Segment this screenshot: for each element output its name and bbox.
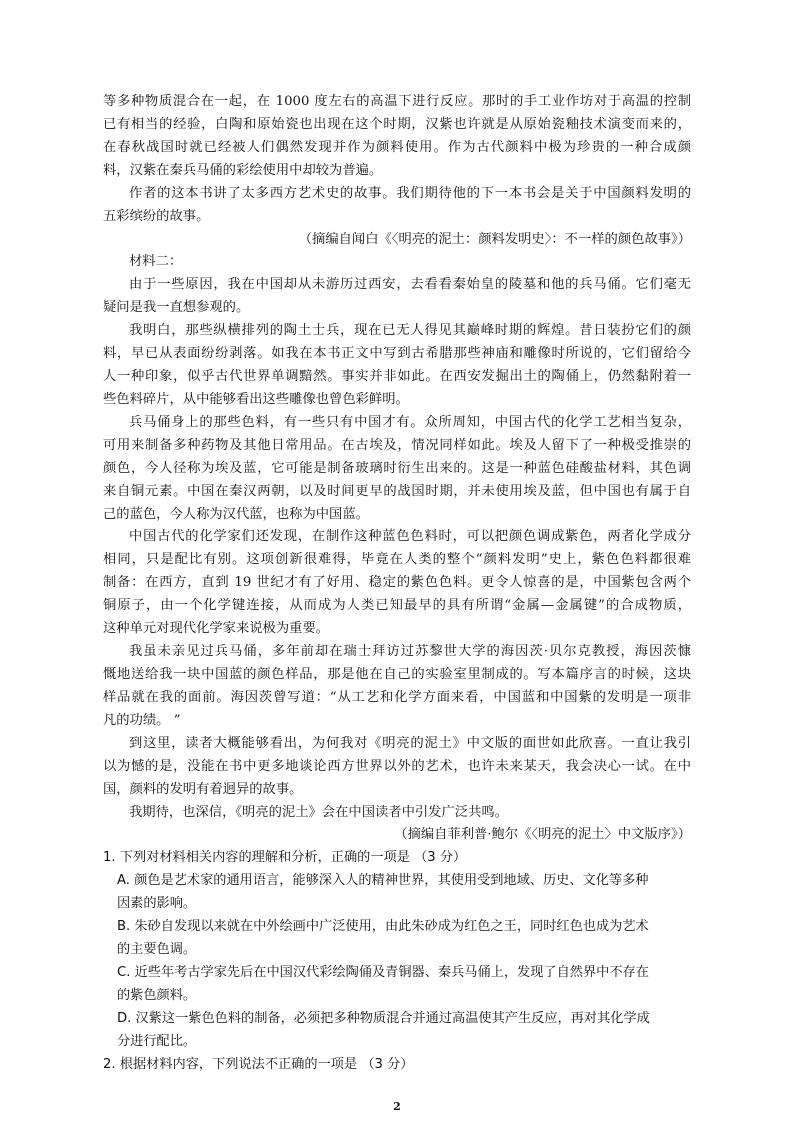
- question-line: B. 朱砂自发现以来就在中外绘画中广泛使用，由此朱砂成为红色之王，同时红色也成为艺术: [117, 919, 649, 935]
- text-line: 己的蓝色，今人称为汉代蓝，也称为中国蓝。: [103, 506, 369, 522]
- text-line: 等多种物质混合在一起，在 1000 度左右的高温下进行反应。那时的手工业作坊对于高温的控制: [103, 94, 691, 109]
- text-line: （摘编自菲利普·鲍尔《〈明亮的泥土〉中文版序》）: [394, 827, 691, 843]
- page-number: 2: [393, 1100, 401, 1113]
- text-line: 相同，只是配比有别。这项创新很难得，毕竟在人类的整个“颜料发明”史上，紫色色料都很难: [103, 552, 691, 568]
- text-line: 疑问是我一直想参观的。: [103, 300, 250, 316]
- text-line: 已有相当的经验，白陶和原始瓷也出现在这个时期，汉紫也许就是从原始瓷釉技术演变而来的，: [103, 116, 691, 132]
- text-line: 来自铜元素。中国在秦汉两朝，以及时间更早的战国时期，并未使用埃及蓝，但中国也有属于自: [103, 483, 691, 499]
- text-line: 在春秋战国时就已经被人们偶然发现并作为颜料使用。作为古代颜料中极为珍贵的一种合成颜: [103, 139, 691, 155]
- text-line: 颜色，今人径称为埃及蓝，它可能是制备玻璃时衍生出来的。这是一种蓝色硅酸盐材料，其色调: [103, 460, 691, 476]
- text-line: 到这里，读者大概能够看出，为何我对《明亮的泥土》中文版的面世如此欣喜。一直让我引: [129, 735, 691, 751]
- text-line: 兵马俑身上的那些色料，有一些只有中国才有。众所周知，中国古代的化学工艺相当复杂，: [129, 414, 691, 430]
- text-line: 料，汉紫在秦兵马俑的彩绘使用中却较为普遍。: [103, 162, 383, 178]
- text-line: 材料二：: [129, 254, 183, 270]
- text-line: 慨地送给我一块中国蓝的颜色样品，那是他在自己的实验室里制成的。写本篇序言的时候，这块: [103, 667, 691, 682]
- question-line: 2. 根据材料内容，下列说法不正确的一项是 （3 分）: [103, 1056, 414, 1072]
- question-line: D. 汉紫这一紫色色料的制备，必须把多种物质混合并通过高温使其产生反应，再对其化学成: [117, 1010, 650, 1026]
- text-line: 我明白，那些纵横排列的陶土士兵，现在已无人得见其巅峰时期的辉煌。昔日装扮它们的颜: [129, 323, 691, 339]
- text-line: 制备：在西方，直到 19 世纪才有了好用、稳定的紫色色料。更令人惊喜的是，中国紫包含两个: [103, 575, 691, 591]
- question-line: 1. 下列对材料相关内容的理解和分析，正确的一项是 （3 分）: [103, 850, 467, 866]
- text-line: 作者的这本书讲了太多西方艺术史的故事。我们期待他的下一本书会是关于中国颜料发明的: [129, 185, 691, 201]
- question-line: A. 颜色是艺术家的通用语言，能够深入人的精神世界，其使用受到地域、历史、文化等多种: [117, 873, 649, 889]
- text-line: 我虽未亲见过兵马俑，多年前却在瑞士拜访过苏黎世大学的海因茨·贝尔克教授，海因茨慷: [129, 644, 691, 660]
- text-line: 些色料碎片，从中能够看出这些雕像也曾色彩鲜明。: [103, 391, 409, 407]
- text-line: 五彩缤纷的故事。: [103, 208, 210, 224]
- question-line: 的主要色调。: [117, 942, 197, 958]
- question-line: 的紫色颜料。: [117, 987, 197, 1003]
- text-line: 这种单元对现代化学家来说极为重要。: [103, 621, 330, 637]
- question-line: C. 近些年考古学家先后在中国汉代彩绘陶俑及青铜器、秦兵马俑上，发现了自然界中不存在: [117, 964, 649, 980]
- question-line: 因素的影响。: [117, 896, 197, 912]
- text-line: 凡的功绩。 ”: [103, 712, 181, 728]
- text-line: 料，早已从表面纷纷剥落。如我在本书正文中写到古希腊那些神庙和雕像时所说的，它们留给今: [103, 346, 691, 362]
- text-line: 我期待，也深信，《明亮的泥土》会在中国读者中引发广泛共鸣。: [129, 804, 508, 820]
- text-line: 由于一些原因，我在中国却从未游历过西安，去看看秦始皇的陵墓和他的兵马俑。它们毫无: [129, 277, 691, 293]
- text-line: 样品就在我的面前。海因茨曾写道：“从工艺和化学方面来看，中国蓝和中国紫的发明是一项非: [103, 689, 691, 705]
- text-line: 人一种印象，似乎古代世界单调黯然。事实并非如此。在西安发掘出土的陶俑上，仍然黏附着一: [103, 369, 691, 385]
- text-line: （摘编自闻白《〈明亮的泥土：颜料发明史〉：不一样的颜色故事》）: [298, 231, 691, 247]
- text-line: 国，颜料的发明有着迥异的故事。: [103, 781, 303, 797]
- text-line: 中国古代的化学家们还发现，在制作这种蓝色色料时，可以把颜色调成紫色，两者化学成分: [129, 529, 691, 545]
- text-line: 以为憾的是，没能在书中更多地谈论西方世界以外的艺术，也许未来某天，我会决心一试。在中: [103, 758, 691, 774]
- text-line: 可用来制备多种药物及其他日常用品。在古埃及，情况同样如此。埃及人留下了一种极受推崇的: [103, 437, 691, 453]
- question-line: 分进行配比。: [117, 1033, 197, 1049]
- text-line: 铜原子，由一个化学键连接，从而成为人类已知最早的具有所谓“金属—金属键”的合成物质，: [103, 598, 691, 614]
